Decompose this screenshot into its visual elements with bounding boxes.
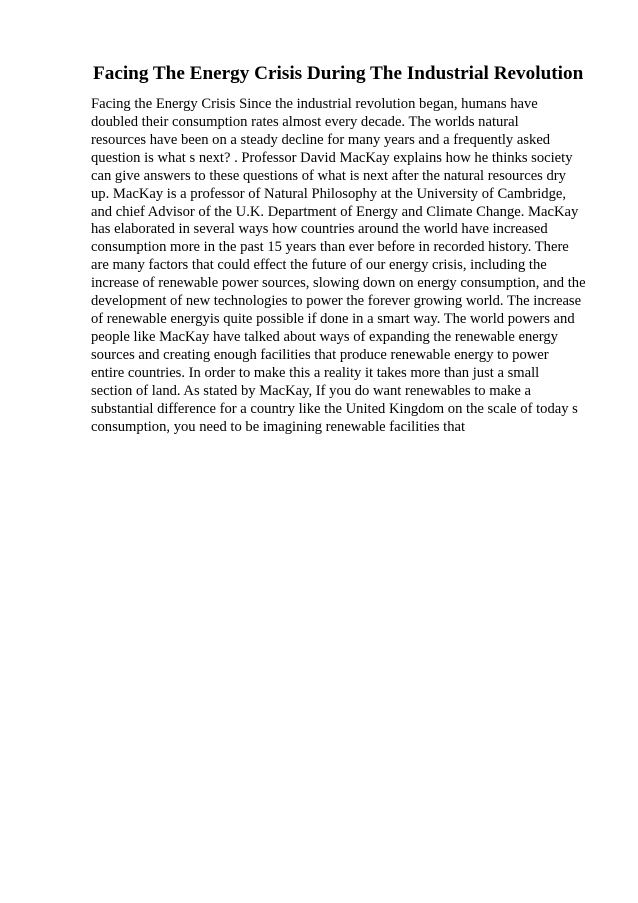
body-line: people like MacKay have talked about ways of expanding the renewable energy [91,328,558,345]
body-line: substantial difference for a country like the United Kingdom on the scale of today s [91,400,578,417]
body-line: entire countries. In order to make this a reality it takes more than just a small [91,364,540,381]
body-line: question is what s next? . Professor David MacKay explains how he thinks society [91,149,573,166]
body-line: and chief Advisor of the U.K. Department of Energy and Climate Change. MacKay [91,203,579,220]
body-line: doubled their consumption rates almost every decade. The worlds natural [91,113,519,130]
body-line: section of land. As stated by MacKay, If you do want renewables to make a [91,382,531,399]
body-line: up. MacKay is a professor of Natural Philosophy at the University of Cambridge, [91,185,567,202]
body-line: of renewable energyis quite possible if done in a smart way. The world powers and [91,311,575,328]
document-body [91,96,586,437]
body-line: can give answers to these questions of what is next after the natural resources dry [91,167,566,184]
body-line: development of new technologies to power the forever growing world. The increase [91,293,582,310]
body-line: consumption more in the past 15 years than ever before in recorded history. There [91,239,569,256]
document-title: Facing The Energy Crisis During The Industrial Revolution [93,63,584,84]
body-line: Facing the Energy Crisis Since the industrial revolution began, humans have [91,96,538,112]
body-line: has elaborated in several ways how countries around the world have increased [91,221,548,238]
body-line: consumption, you need to be imagining renewable facilities that [91,418,466,435]
body-line: sources and creating enough facilities that produce renewable energy to power [91,346,549,363]
body-line: increase of renewable power sources, slowing down on energy consumption, and the [91,275,586,292]
body-line: are many factors that could effect the future of our energy crisis, including the [91,257,547,274]
body-line: resources have been on a steady decline for many years and a frequently asked [91,131,551,148]
